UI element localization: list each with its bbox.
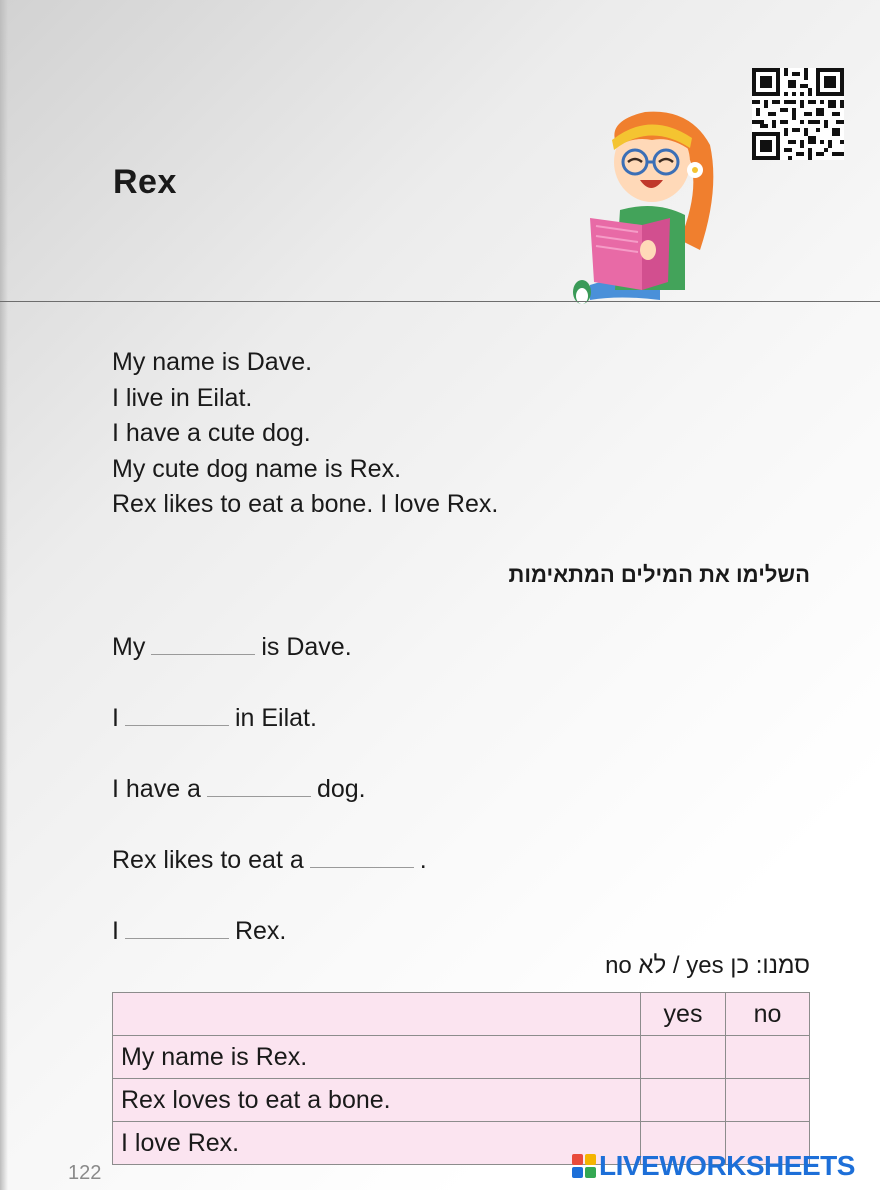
qr-code-icon	[752, 68, 844, 160]
sentence-text-before: I	[112, 917, 119, 945]
answer-blank-2[interactable]	[125, 703, 229, 726]
story-text	[112, 345, 498, 523]
no-answer-cell[interactable]	[726, 1079, 810, 1122]
girl-reading-illustration	[560, 100, 725, 315]
fill-sentence-4	[112, 845, 427, 875]
sentence-text-before: I	[112, 704, 119, 732]
yes-answer-cell[interactable]	[641, 1079, 726, 1122]
table-header-row	[113, 993, 810, 1036]
fill-sentence-3	[112, 774, 366, 804]
story-line: Rex likes to eat a bone. I love Rex.	[112, 490, 499, 518]
sentence-text-after: in Eilat.	[234, 704, 317, 732]
table-row	[113, 1036, 810, 1079]
yes-answer-cell[interactable]	[641, 1036, 726, 1079]
answer-blank-4[interactable]	[310, 845, 414, 868]
page-edge-shadow	[0, 0, 8, 1190]
statement-cell: Rex loves to eat a bone.	[113, 1079, 641, 1122]
fill-in-instruction: השלימו את המילים המתאימות	[508, 562, 810, 587]
story-line: My name is Dave.	[112, 348, 313, 376]
sentence-text-after: dog.	[316, 775, 366, 803]
sentence-text-before: I have a	[112, 775, 201, 803]
sentence-text-before: My	[112, 633, 146, 661]
header-no-cell: no	[726, 993, 810, 1036]
sentence-text-after: is Dave.	[261, 633, 352, 661]
yes-no-table	[112, 992, 810, 1165]
page-title: Rex	[113, 163, 177, 201]
header-divider	[0, 301, 880, 302]
liveworksheets-brand[interactable]	[572, 1150, 855, 1182]
header-yes-cell: yes	[641, 993, 726, 1036]
brand-text: LIVEWORKSHEETS	[599, 1150, 855, 1181]
fill-sentence-2	[112, 703, 317, 733]
statement-cell: I love Rex.	[113, 1122, 641, 1165]
story-line: My cute dog name is Rex.	[112, 454, 402, 483]
table-row	[113, 1079, 810, 1122]
sentence-text-before: Rex likes to eat a	[112, 846, 304, 874]
sentence-text-after: Rex.	[234, 917, 287, 945]
no-answer-cell[interactable]	[726, 1036, 810, 1079]
page-number: 122	[68, 1162, 102, 1184]
story-line: I have a cute dog.	[112, 419, 311, 447]
fill-sentence-1	[112, 632, 352, 662]
answer-blank-5[interactable]	[125, 916, 229, 939]
answer-blank-1[interactable]	[151, 632, 255, 655]
sentence-text-after: .	[419, 846, 427, 874]
header-statement-cell	[113, 993, 641, 1036]
story-line: I live in Eilat.	[112, 383, 253, 412]
liveworksheets-logo-icon	[572, 1154, 596, 1178]
statement-cell: My name is Rex.	[113, 1036, 641, 1079]
yes-no-instruction: סמנו: כן yes / לא no	[605, 952, 810, 979]
fill-sentence-5	[112, 916, 286, 946]
answer-blank-3[interactable]	[207, 774, 311, 797]
